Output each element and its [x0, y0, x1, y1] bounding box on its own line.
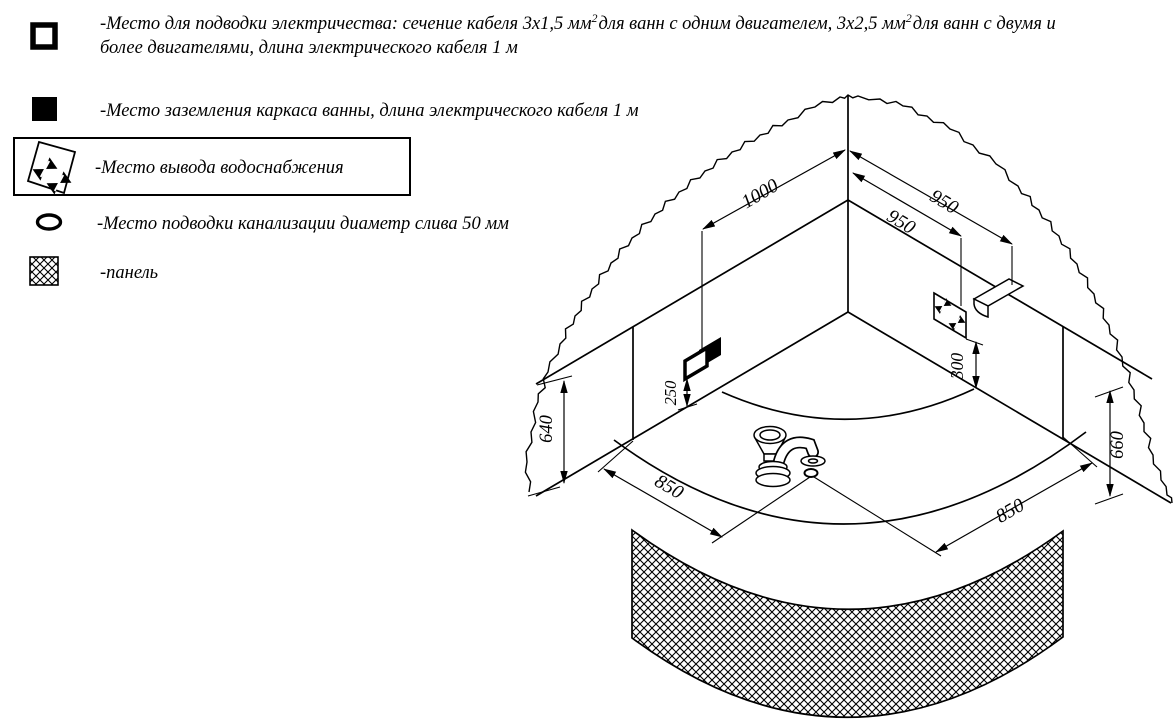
legend-item-sewer-text: -Место подводки канализации диаметр слива 50 мм [97, 214, 509, 234]
drain-leader-right [814, 477, 941, 556]
dim-label-640: 640 [537, 415, 557, 443]
tub-inner-arc [722, 389, 974, 419]
drain-outlet-oval [805, 469, 818, 477]
wall-edges [536, 95, 1171, 503]
electric-marker [685, 348, 707, 379]
legend-item-water-text: -Место вывода водоснабжения [95, 158, 344, 178]
dim-label-850-right: 850 [992, 494, 1029, 528]
dim-label-950-outer: 950 [925, 185, 962, 219]
legend-electric-line2: более двигателями, длина электрического кабеля 1 м [100, 38, 518, 58]
extension-lines [528, 231, 1123, 556]
water-supply-icon [28, 142, 75, 195]
right-wall-floor-edge [848, 312, 1171, 503]
dimension-labels [537, 175, 1128, 527]
left-wall-floor-edge [536, 312, 848, 496]
front-panel [632, 530, 1063, 717]
legend-item-grounding-text: -Место заземления каркаса ванны, длина электрического кабеля 1 м [100, 101, 639, 121]
drain-leader-left [712, 477, 810, 543]
grounding-icon [32, 97, 57, 121]
legend-electric-line1: -Место для подводки электричества: сечение кабеля 3х1,5 $мм^2для$ ванн с одним двигателем, 3х2,5 $мм^2для$ ванн с двумя и [100, 10, 1056, 34]
sewer-connection-icon [38, 215, 61, 229]
legend-item-electric-text [100, 12, 1160, 60]
dim-label-250: 250 [661, 380, 680, 406]
legend-icons [14, 25, 410, 285]
dim-label-660: 660 [1108, 431, 1128, 459]
dim-label-300: 300 [947, 352, 967, 380]
electric-and-ground-markers [685, 337, 721, 379]
dim-label-850-left: 850 [650, 470, 687, 504]
dim-label-950-inner: 950 [882, 205, 919, 239]
dim-label-1000: 1000 [738, 175, 783, 214]
legend-item-panel-text: -панель [100, 263, 159, 283]
panel-icon [30, 257, 58, 285]
electric-connection-icon [33, 25, 55, 47]
